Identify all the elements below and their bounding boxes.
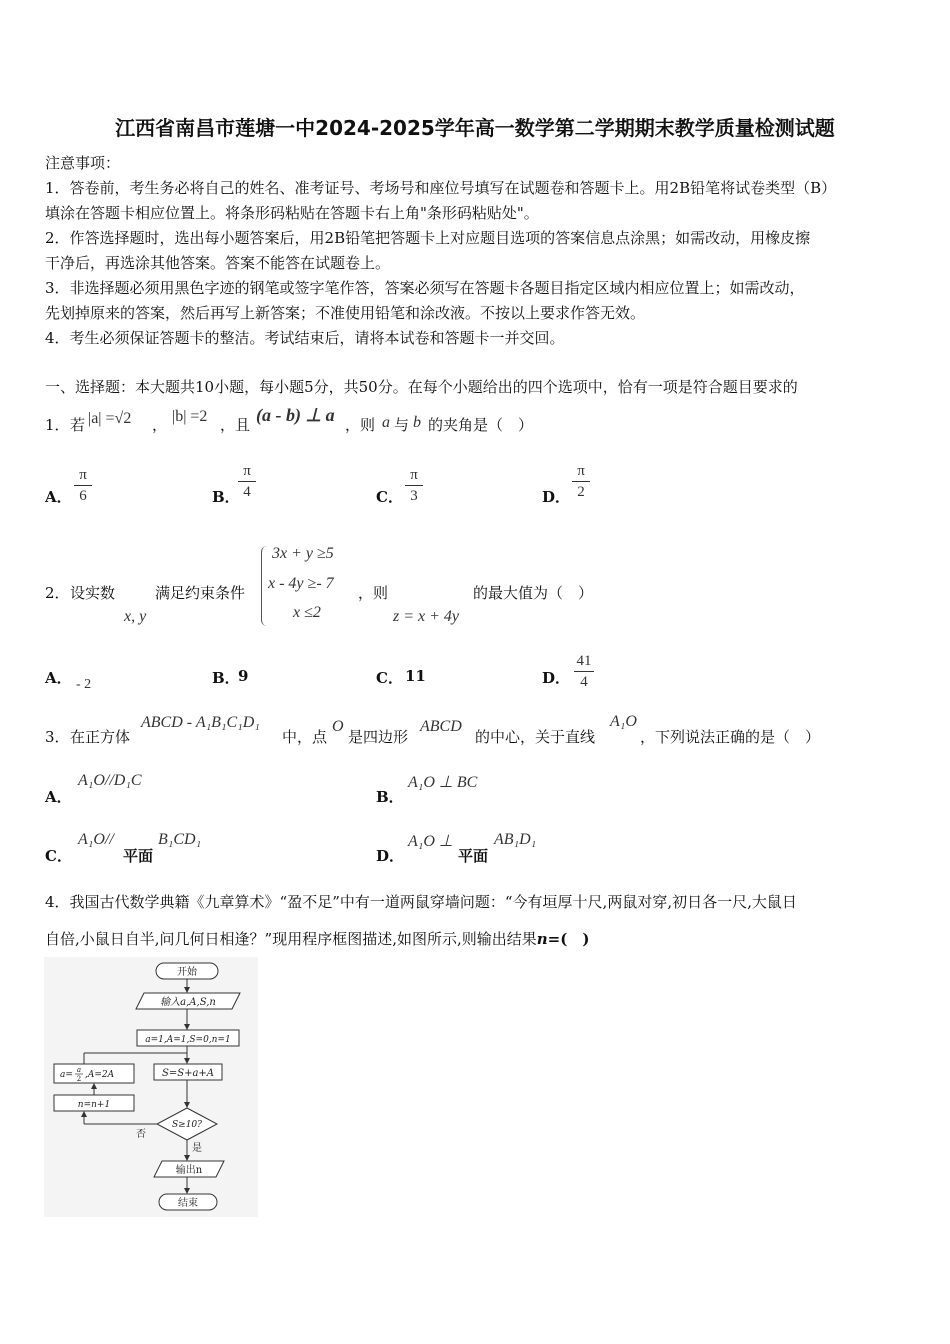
question-number: 3． (45, 728, 70, 746)
constraint: 3x + y ≥5 (272, 545, 334, 562)
question-text: ，则 (358, 584, 389, 602)
init-label: a=1,A=1,S=0,n=1 (145, 1035, 231, 1045)
no-label: 否 (136, 1129, 146, 1140)
math-expression: ABCD (420, 718, 462, 735)
option-label: A． (45, 788, 72, 806)
notice-line: 先划掉原来的答案，然后再写上新答案；不准使用铅笔和涂改液。不按以上要求作答无效。 (45, 304, 646, 322)
question-text: ，则 (345, 416, 376, 434)
option-value: - 2 (76, 677, 92, 692)
math-expression: |b| =2 (172, 408, 208, 425)
notice-line: 干净后，再选涂其他答案。答案不能答在试题卷上。 (45, 254, 391, 272)
page-title: 江西省南昌市莲塘一中2024-2025学年高一数学第二学期期末教学质量检测试题 (115, 116, 835, 140)
option-label: B． (376, 788, 404, 806)
option-label: D． (542, 488, 571, 506)
fraction: π 2 (572, 462, 590, 501)
option-value: 9 (238, 667, 249, 685)
fraction-denominator: 2 (76, 1075, 82, 1083)
option-value: A₁O ⊥ BC (408, 774, 478, 791)
fraction-numerator: a (76, 1066, 82, 1074)
constraint-brace (261, 546, 268, 626)
question-text: 满足约束条件 (155, 584, 246, 602)
math-expression: A₁O (610, 713, 637, 730)
decision-label: S≥10? (172, 1120, 202, 1130)
option-label: C． (376, 669, 403, 687)
question-text: 是四边形 (348, 728, 409, 746)
fraction: 41 4 (574, 652, 594, 691)
assign-a-label: a= (60, 1070, 73, 1080)
section-heading: 一、选择题：本大题共10小题，每小题5分，共50分。在每个小题给出的四个选项中，恰有一项是符合题目要求的 (45, 378, 798, 396)
option-value: AB₁D₁ (494, 831, 537, 848)
question-text: ，下列说法正确的是（ ） (640, 728, 821, 746)
notice-line: 1．答卷前，考生务必将自己的姓名、准考证号、考场号和座位号填写在试题卷和答题卡上。用2B铅笔将试卷类型（B） (45, 179, 837, 197)
question-text: 与 (394, 416, 410, 434)
option-label: D． (542, 669, 571, 687)
question-text: 在正方体 (70, 728, 131, 746)
fraction: π 6 (74, 466, 92, 505)
option-value: A₁O// (78, 831, 114, 848)
update-label: S=S+a+A (161, 1068, 215, 1079)
input-label: 输入a,A,S,n (160, 997, 216, 1008)
option-label: B． (212, 488, 240, 506)
option-text: 平面 (123, 847, 154, 865)
question-number: 1． (45, 416, 70, 434)
yes-label: 是 (192, 1143, 202, 1154)
math-variable: a (382, 414, 390, 431)
question-text: ，且 (220, 416, 251, 434)
question-text: ， (152, 416, 168, 434)
option-value: B₁CD₁ (158, 831, 202, 848)
constraint: x ≤2 (293, 604, 321, 621)
fraction: π 4 (238, 462, 256, 501)
math-variable: O (332, 718, 344, 735)
math-expression: (a - b) ⊥ a (256, 405, 335, 425)
option-label: A． (45, 488, 72, 506)
question-text: 的最大值为（ ） (473, 584, 594, 602)
math-expression: ABCD - A₁B₁C₁D₁ (141, 714, 260, 731)
question-text: 的中心，关于直线 (475, 728, 596, 746)
math-variables: x, y (124, 608, 147, 625)
question-text: 设实数 (70, 584, 116, 602)
question-text: 若 (70, 416, 86, 434)
math-variable: b (413, 414, 421, 431)
notice-line: 3．非选择题必须用黑色字迹的钢笔或签字笔作答，答案必须写在答题卡各题目指定区域内相应位置上；如需改动， (45, 279, 805, 297)
question-text: 4．我国古代数学典籍《九章算术》“盈不足”中有一道两鼠穿墙问题：“今有垣厚十尺,两鼠对穿,初日各一尺,大鼠日 (45, 893, 797, 911)
option-label: D． (376, 847, 405, 865)
question-number: 2． (45, 584, 70, 602)
question-text: 的夹角是（ ） (428, 416, 534, 434)
option-label: C． (376, 488, 403, 506)
notice-line: 2．作答选择题时，选出每小题答案后，用2B铅笔把答题卡上对应题目选项的答案信息点涂黑；如需改动，用橡皮擦 (45, 229, 811, 247)
assign-A-label: ,A=2A (85, 1070, 115, 1080)
math-expression: |a| =√2 (88, 410, 132, 427)
option-label: C． (45, 847, 72, 865)
notice-line: 填涂在答题卡相应位置上。将条形码粘贴在答题卡右上角"条形码粘贴处"。 (45, 204, 539, 222)
option-label: A． (45, 669, 72, 687)
end-label: 结束 (178, 1198, 198, 1209)
option-value: A₁O//D₁C (78, 772, 142, 789)
objective-function: z = x + 4y (393, 608, 460, 625)
option-value: 11 (405, 667, 426, 685)
output-label: 输出n (175, 1165, 203, 1176)
increment-label: n=n+1 (77, 1100, 111, 1110)
option-text: 平面 (458, 847, 489, 865)
notice-line: 4．考生必须保证答题卡的整洁。考试结束后，请将本试卷和答题卡一并交回。 (45, 329, 565, 347)
question-text: 自倍,小鼠日自半,问几何日相逢？”现用程序框图描述,如图所示,则输出结果n=( ) (45, 930, 590, 948)
option-value: A₁O ⊥ (408, 833, 453, 850)
constraint: x - 4y ≥- 7 (268, 575, 334, 592)
fraction: π 3 (405, 466, 423, 505)
option-label: B． (212, 669, 240, 687)
notice-heading: 注意事项： (45, 154, 121, 172)
flowchart (44, 957, 258, 1217)
start-label: 开始 (177, 967, 197, 978)
question-text: 中，点 (282, 728, 328, 746)
